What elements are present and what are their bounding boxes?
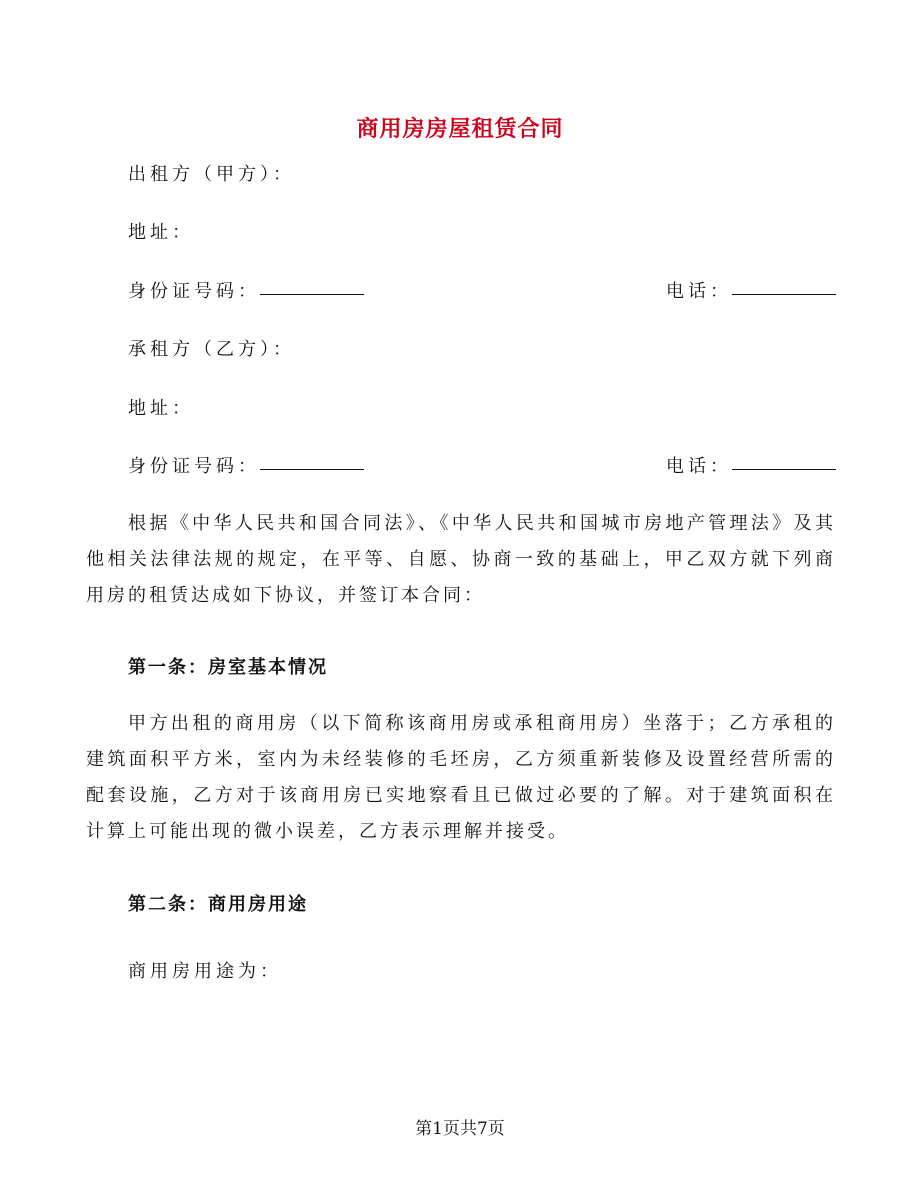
lessor-id-label: 身份证号码： (128, 281, 260, 302)
lessor-id-blank (260, 293, 364, 295)
lessor-phone-field (666, 277, 836, 303)
lessee-phone-blank (732, 468, 836, 470)
lessor-label: 出租方（甲方）： (128, 164, 295, 185)
lessee-id-field (128, 452, 364, 478)
lessee-phone-field (666, 452, 836, 478)
lessee-id-blank (260, 468, 364, 470)
page-number-footer: 第1页共7页 (415, 1119, 505, 1139)
lessor-id-field (128, 277, 364, 303)
lessor-phone-label: 电话： (666, 281, 732, 302)
lessor-address-label: 地址： (128, 222, 194, 243)
article2-heading: 第二条：商用房用途 (128, 894, 308, 915)
lessee-id-label: 身份证号码： (128, 456, 260, 477)
lessee-phone-label: 电话： (666, 456, 732, 477)
lessor-phone-blank (732, 293, 836, 295)
article2-paragraph: 商用房用途为： (128, 961, 282, 982)
document-title: 商用房房屋租赁合同 (356, 116, 564, 142)
preamble-paragraph: 根据《中华人民共和国合同法》、《中华人民共和国城市房地产管理法》及其他相关法律法规的规定，在平等、自愿、协商一致的基础上，甲乙双方就下列商用房的租赁达成如下协议，并签订本合同： (86, 513, 836, 606)
article1-heading: 第一条：房室基本情况 (128, 657, 328, 678)
lessee-label: 承租方（乙方）： (128, 339, 295, 360)
lessee-address-label: 地址： (128, 398, 194, 419)
article1-paragraph: 甲方出租的商用房（以下简称该商用房或承租商用房）坐落于；乙方承租的建筑面积平方米，室内为未经装修的毛坯房，乙方须重新装修及设置经营所需的配套设施，乙方对于该商用房已实地察看且已做过必要的了解。对于建筑面积在计算上可能出现的微小误差，乙方表示理解并接受。 (86, 713, 836, 842)
